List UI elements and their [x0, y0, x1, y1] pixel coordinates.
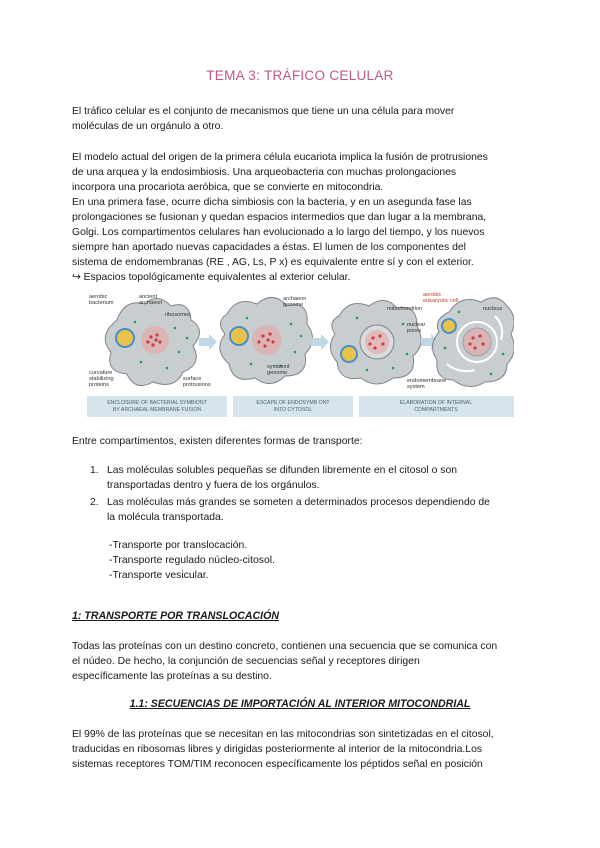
section-heading-mitochondrial-import: 1.1: SECUENCIAS DE IMPORTACIÓN AL INTERIOR MITOCONDRIAL: [129, 698, 471, 710]
text-line: traducidas en ribosomas libres y dirigidas posteriormente al interior de la mitocondria.Los: [72, 744, 483, 755]
label-ancient-archaeon: archaeon: [139, 300, 163, 306]
page-title: TEMA 3: TRÁFICO CELULAR: [206, 68, 394, 83]
text-line: Las moléculas más grandes se someten a determinados procesos dependiendo de: [107, 497, 490, 508]
sublist-item: -Transporte vesicular.: [109, 570, 209, 581]
arrow-icon: [311, 334, 329, 350]
label-aerobic-eukaryotic-cell: aerobic: [423, 292, 442, 298]
label-aerobic-bacterium: bacterium: [89, 300, 114, 306]
label-endomembrane: system: [407, 384, 425, 390]
numbered-list: [90, 463, 530, 525]
text-line: Todas las proteínas con un destino concreto, contienen una secuencia que se comunica con: [72, 641, 498, 652]
text-line: siempre han aportado nuevas capacidades a éstas. El lumen de los componentes del: [72, 242, 466, 253]
text-line: El tráfico celular es el conjunto de mecanismos que tiene un una célula para mover: [72, 106, 455, 117]
label-nuclear-pores: nuclear: [407, 322, 426, 328]
paragraph-intro: [72, 104, 532, 134]
text-line: El modelo actual del origen de la primera célula eucariota implica la fusión de protrusiones: [72, 152, 488, 163]
label-archaeon-genome: genome: [283, 302, 304, 308]
label-nuclear-pores: pores: [407, 328, 421, 334]
text-line: de una arquea y la endosimbiosis. Una arqueobacteria con muchas prolongaciones: [72, 167, 457, 178]
label-ribosomes: ribosomes: [165, 312, 191, 318]
caption-stage-3: ELABORATION OF INTERNAL: [399, 400, 473, 406]
label-endomembrane: endomembrane: [407, 378, 447, 384]
cell-stage-3: [330, 300, 421, 384]
arrow-icon: [199, 334, 217, 350]
caption-stage-1: ENCLOSURE OF BACTERIAL SYMBIONT: [107, 400, 207, 406]
label-ancient-archaeon: ancient: [139, 294, 158, 300]
paragraph-mitochondrial-proteins: [72, 727, 532, 772]
caption-stage-2: ESCAPE OF ENDOSYMB ONT: [256, 400, 330, 406]
caption-stage-3: COMPARTMENTS: [414, 407, 458, 413]
label-curvature: curvature: [89, 370, 113, 376]
label-aerobic-eukaryotic-cell: eukaryotic cell: [423, 298, 459, 304]
section-heading-translocation: 1: TRANSPORTE POR TRANSLOCACIÓN: [72, 610, 279, 622]
label-surface: surface: [183, 376, 202, 382]
text-line: Golgi. Los compartimentos celulares han evolucionado a lo largo del tiempo, y los nuevos: [72, 227, 485, 238]
sublist-item: -Transporte por translocación.: [109, 540, 248, 551]
paragraph-origin-model: [72, 150, 532, 285]
eukaryogenesis-figure: [87, 290, 514, 417]
text-line: específicamente las proteínas a su destino.: [72, 671, 272, 682]
list-number: 1.: [90, 465, 99, 476]
caption-stage-1: BY ARCHAEAL MEMBRANE FUSION: [112, 407, 202, 413]
transport-sublist: [109, 538, 275, 583]
text-line: En una primera fase, ocurre dicha simbiosis con la bacteria, y en un asegunda fase las: [72, 197, 472, 208]
label-archaeon-genome: archaeon: [283, 296, 307, 302]
label-symbiont-genome: genome: [267, 370, 288, 376]
label-curvature: stabilizing: [89, 376, 114, 382]
text-line: El 99% de las proteínas que se necesitan en las mitocondrias son sintetizadas en el citosol,: [72, 729, 494, 740]
text-line: sistemas receptores TOM/TIM reconocen específicamente los péptidos señal en posición: [72, 759, 483, 770]
label-aerobic-bacterium: aerobic: [89, 294, 108, 300]
list-item: [90, 463, 530, 493]
label-surface: protrusions: [183, 382, 211, 388]
text-line: Las moléculas solubles pequeñas se difunden libremente en el citosol o son: [107, 465, 458, 476]
text-line: incorpora una procariota aeróbica, que se convierte en mitocondria.: [72, 182, 384, 193]
text-line: transportadas dentro y fuera de los orgánulos.: [107, 480, 320, 491]
label-mitochondrion: mitochondrion: [387, 306, 423, 312]
text-line: moléculas de un orgánulo a otro.: [72, 121, 224, 132]
label-curvature: proteins: [89, 382, 109, 388]
list-item: [90, 495, 530, 525]
text-line: sistema de endomembranas (RE , AG, Ls, P x) es equivalente entre sí y con el exterior.: [72, 257, 474, 268]
list-number: 2.: [90, 497, 99, 508]
label-symbiont-genome: symbiont: [267, 364, 290, 370]
label-nucleus: nucleus: [483, 306, 503, 312]
paragraph-signal-sequences: [72, 639, 532, 684]
paragraph-transport-forms: [72, 434, 532, 449]
text-line: Entre compartimentos, existen diferentes formas de transporte:: [72, 436, 363, 447]
caption-stage-2: INTO CYTOSOL: [273, 407, 313, 413]
sublist-item: -Transporte regulado núcleo-citosol.: [109, 555, 275, 566]
text-line: ↪ Espacios topológicamente equivalentes al exterior celular.: [72, 272, 351, 283]
text-line: prolongaciones se fusionan y quedan espacios intermedios que dan lugar a la membrana,: [72, 212, 487, 223]
text-line: el núdeo. De hecho, la conjunción de secuencias señal y receptores dirigen: [72, 656, 420, 667]
text-line: la molécula transportada.: [107, 512, 224, 523]
